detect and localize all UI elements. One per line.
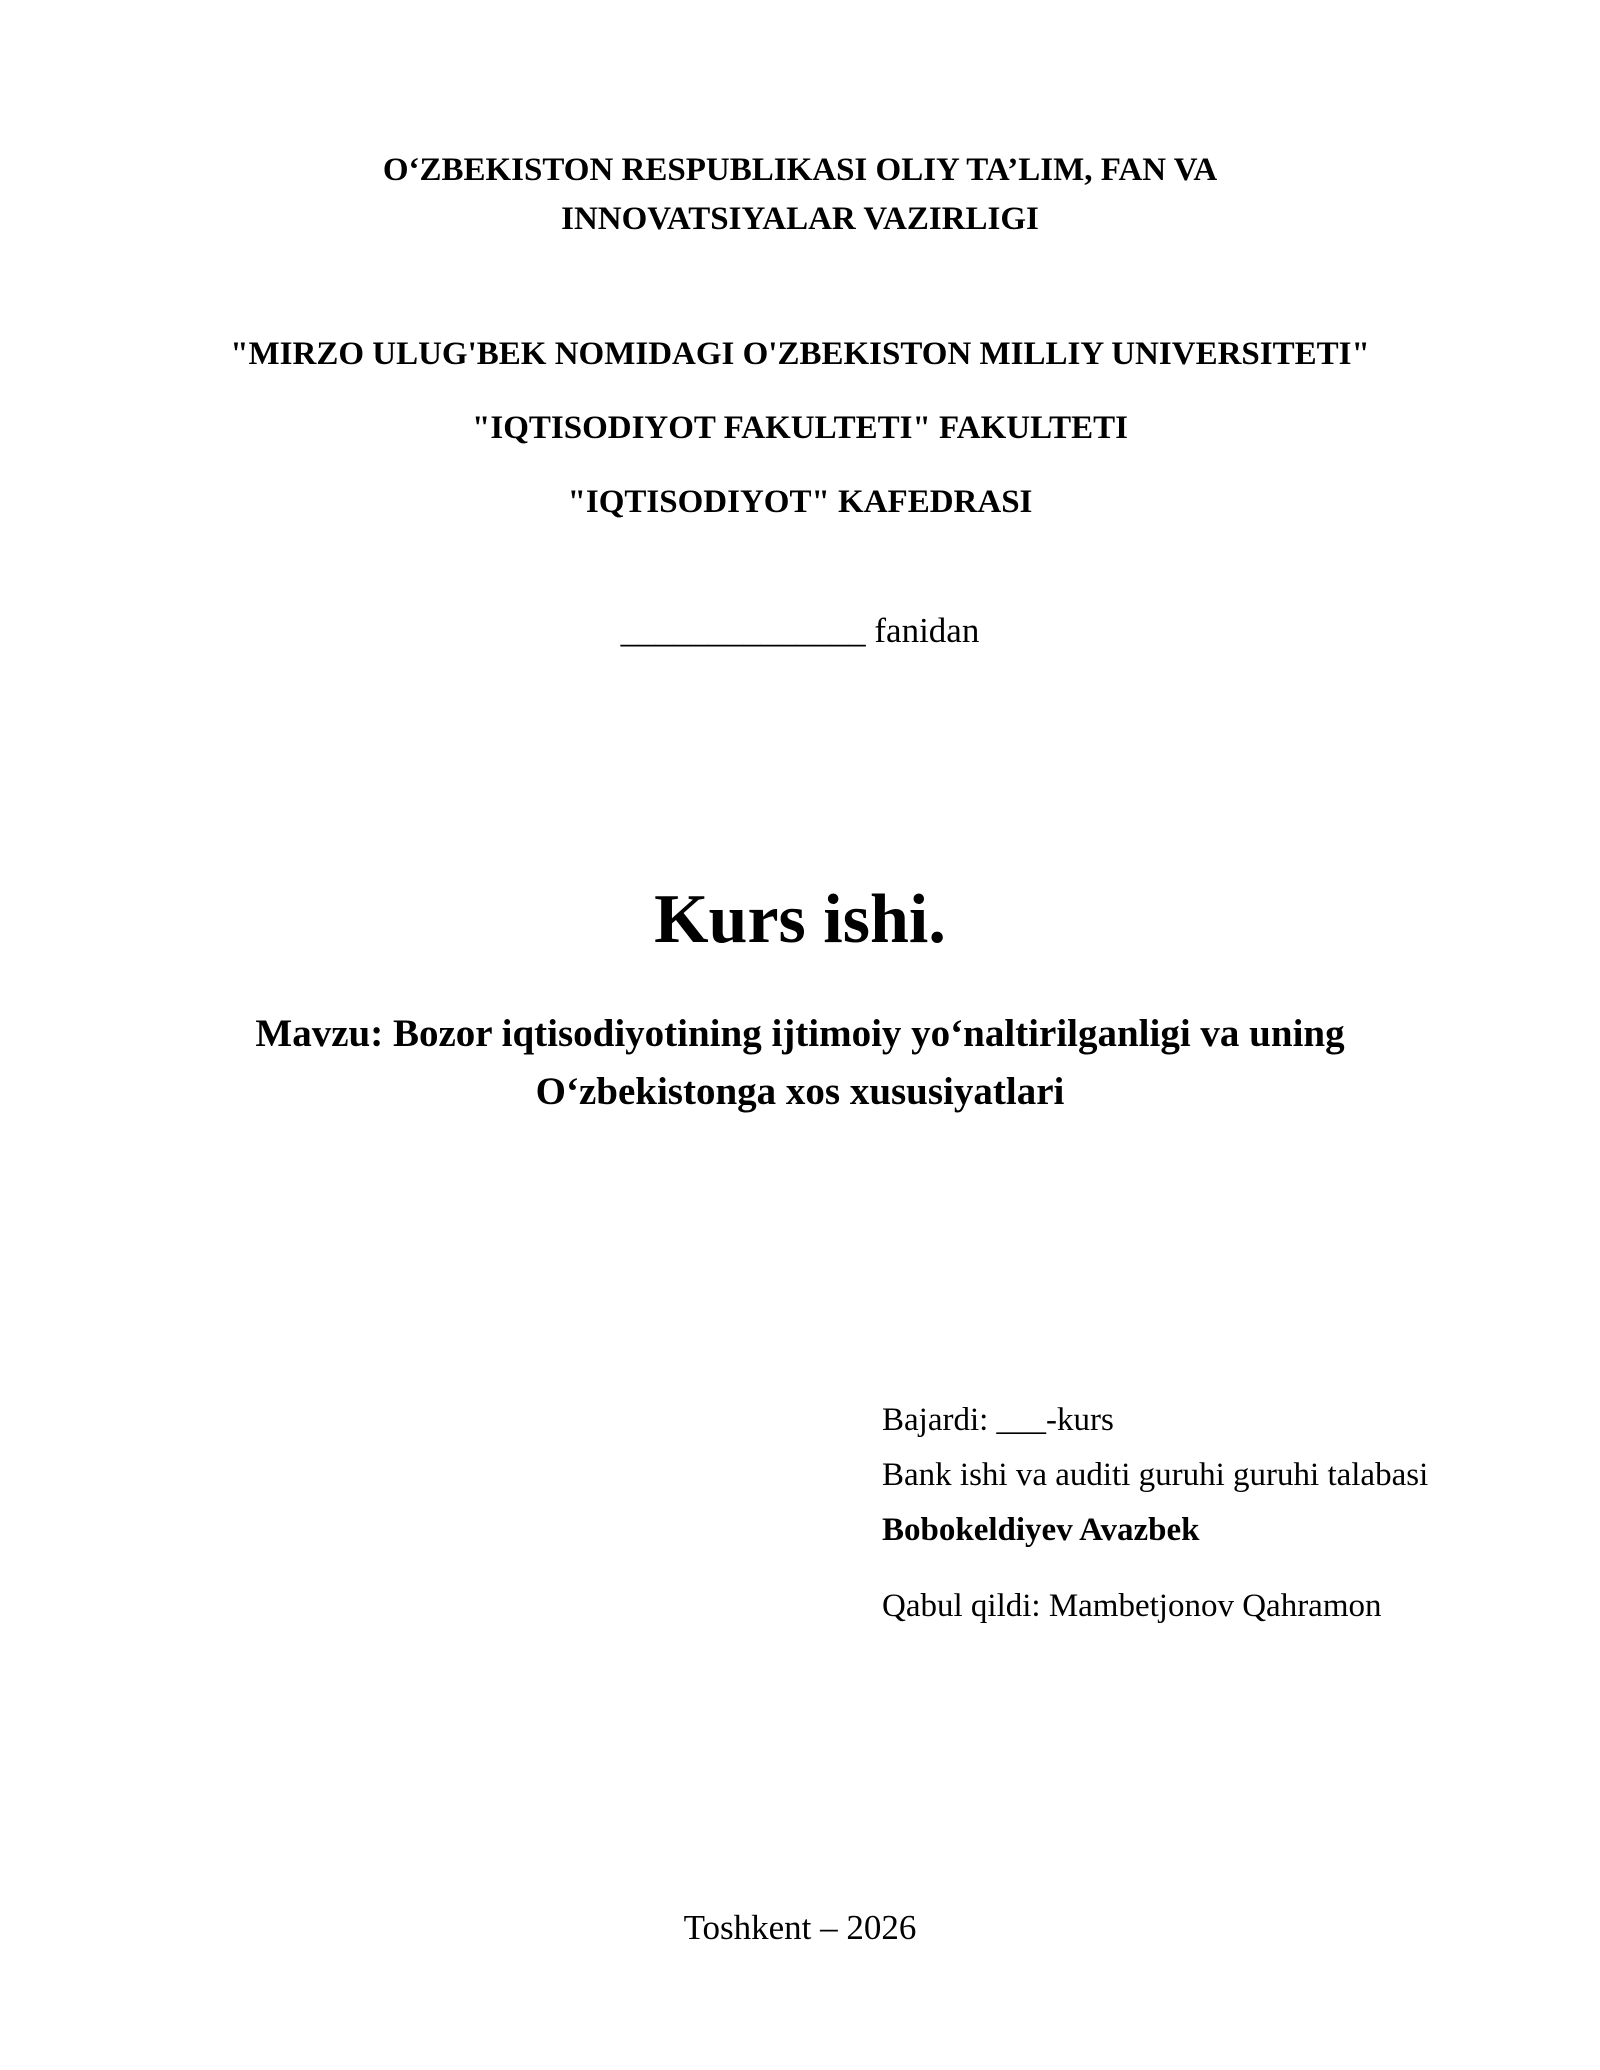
student-group: Bank ishi va auditi guruhi guruhi talabasi <box>882 1457 1429 1493</box>
completed-by-course: Bajardi: ___-kurs <box>882 1402 1114 1438</box>
department-name: "IQTISODIYOT" KAFEDRASI <box>567 484 1033 520</box>
topic-line-2: O‘zbekistonga xos xususiyatlari <box>535 1070 1065 1113</box>
subject-line: ______________ fanidan <box>620 611 980 650</box>
ministry-line-2: INNOVATSIYALAR VAZIRLIGI <box>561 201 1039 237</box>
faculty-name: "IQTISODIYOT FAKULTETI" FAKULTETI <box>472 410 1128 446</box>
ministry-line-1: O‘ZBEKISTON RESPUBLIKASI OLIY TA’LIM, FAN VA <box>382 152 1218 188</box>
city-year: Toshkent – 2026 <box>683 1908 917 1947</box>
university-name: "MIRZO ULUG'BEK NOMIDAGI O'ZBEKISTON MILLIY UNIVERSITETI" <box>230 336 1370 372</box>
topic-heading <box>0 1005 1600 1121</box>
document-title: Kurs ishi. <box>654 881 946 958</box>
student-name: Bobokeldiyev Avazbek <box>882 1512 1200 1548</box>
accepted-by: Qabul qildi: Mambetjonov Qahramon <box>882 1588 1382 1624</box>
ministry-heading <box>0 146 1600 244</box>
topic-line-1: Mavzu: Bozor iqtisodiyotining ijtimoiy yo‘naltirilganligi va uning <box>255 1012 1345 1055</box>
